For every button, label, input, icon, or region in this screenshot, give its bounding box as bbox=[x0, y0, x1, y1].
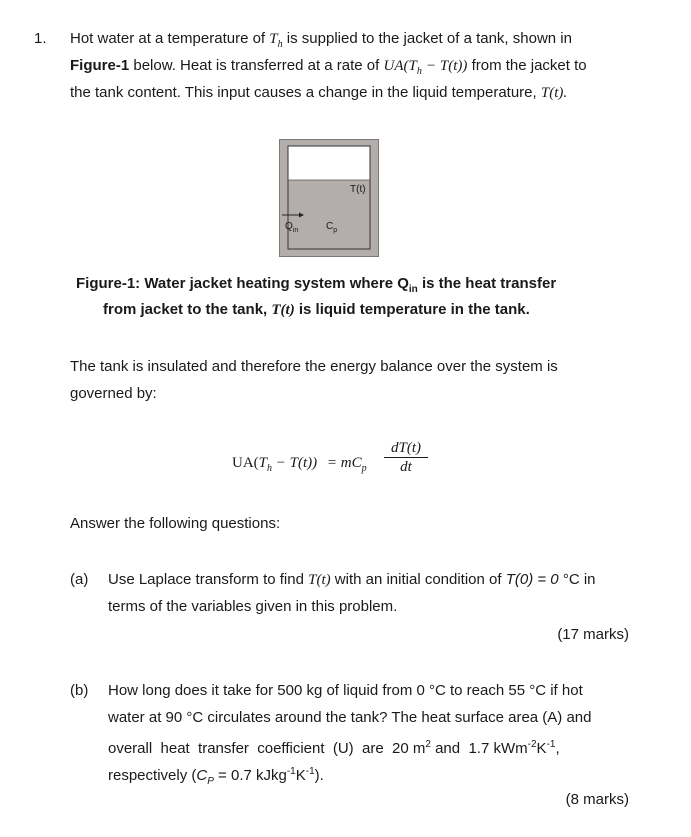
fraction-denominator: dt bbox=[400, 459, 412, 475]
part-a-line-2: terms of the variables given in this problem. bbox=[108, 598, 398, 615]
part-b-line-2: water at 90 °C circulates around the tank? The heat surface area (A) and bbox=[108, 709, 592, 726]
part-a-marks: (17 marks) bbox=[557, 626, 629, 643]
insulated-line-2: governed by: bbox=[70, 385, 157, 402]
part-a-line-1: Use Laplace transform to find T(t) with an initial condition of T(0) = 0 °C in bbox=[108, 571, 596, 588]
fraction-bar bbox=[384, 457, 428, 458]
intro-line-2: Figure-1 below. Heat is transferred at a rate of $UA(T_h - T(t))$ from the jacket to bbox=[70, 57, 587, 77]
part-b-line-3: overall heat transfer coefficient (U) are 20 $m^2$ and 1.7 $kWm^{-2}K^{-1}$, bbox=[108, 739, 560, 757]
caption-line-1: Figure-1: Water jacket heating system where $Q_{in}$ is the heat transfer bbox=[76, 275, 557, 295]
part-b-line-4: respectively ($C_P = 0.7$ $kJkg^{-1}K^{-1}$). bbox=[108, 766, 324, 787]
part-a-label: (a) bbox=[70, 571, 89, 588]
answer-prompt: Answer the following questions: bbox=[70, 515, 281, 532]
qin-label: $Q_{in}$ bbox=[285, 221, 299, 234]
caption-line-2: from jacket to the tank, T(t) is liquid temperature in the tank. bbox=[103, 301, 530, 318]
part-b-line-1: How long does it take for 500 kg of liquid from 0 °C to reach 55 °C if hot bbox=[108, 682, 583, 699]
part-b-label: (b) bbox=[70, 682, 89, 699]
tank-figure bbox=[279, 139, 379, 257]
cp-label: $C_p$ bbox=[326, 221, 338, 234]
intro-line-1: Hot water at a temperature of $T_h$ is supplied to the jacket of a tank, shown in bbox=[70, 30, 572, 50]
fraction-numerator: dT(t) bbox=[391, 440, 421, 456]
question-number: 1. bbox=[34, 30, 47, 47]
intro-line-3: the tank content. This input causes a change in the liquid temperature, T(t). bbox=[70, 84, 568, 101]
tank-diagram bbox=[279, 139, 379, 257]
derivative-fraction bbox=[384, 440, 428, 475]
part-b-marks: (8 marks) bbox=[565, 791, 629, 808]
energy-balance-equation: $UA(T_h - T(t)) = mC_p$ bbox=[232, 455, 367, 474]
insulated-line-1: The tank is insulated and therefore the energy balance over the system is bbox=[70, 358, 558, 375]
temperature-label: T(t) bbox=[350, 184, 366, 195]
